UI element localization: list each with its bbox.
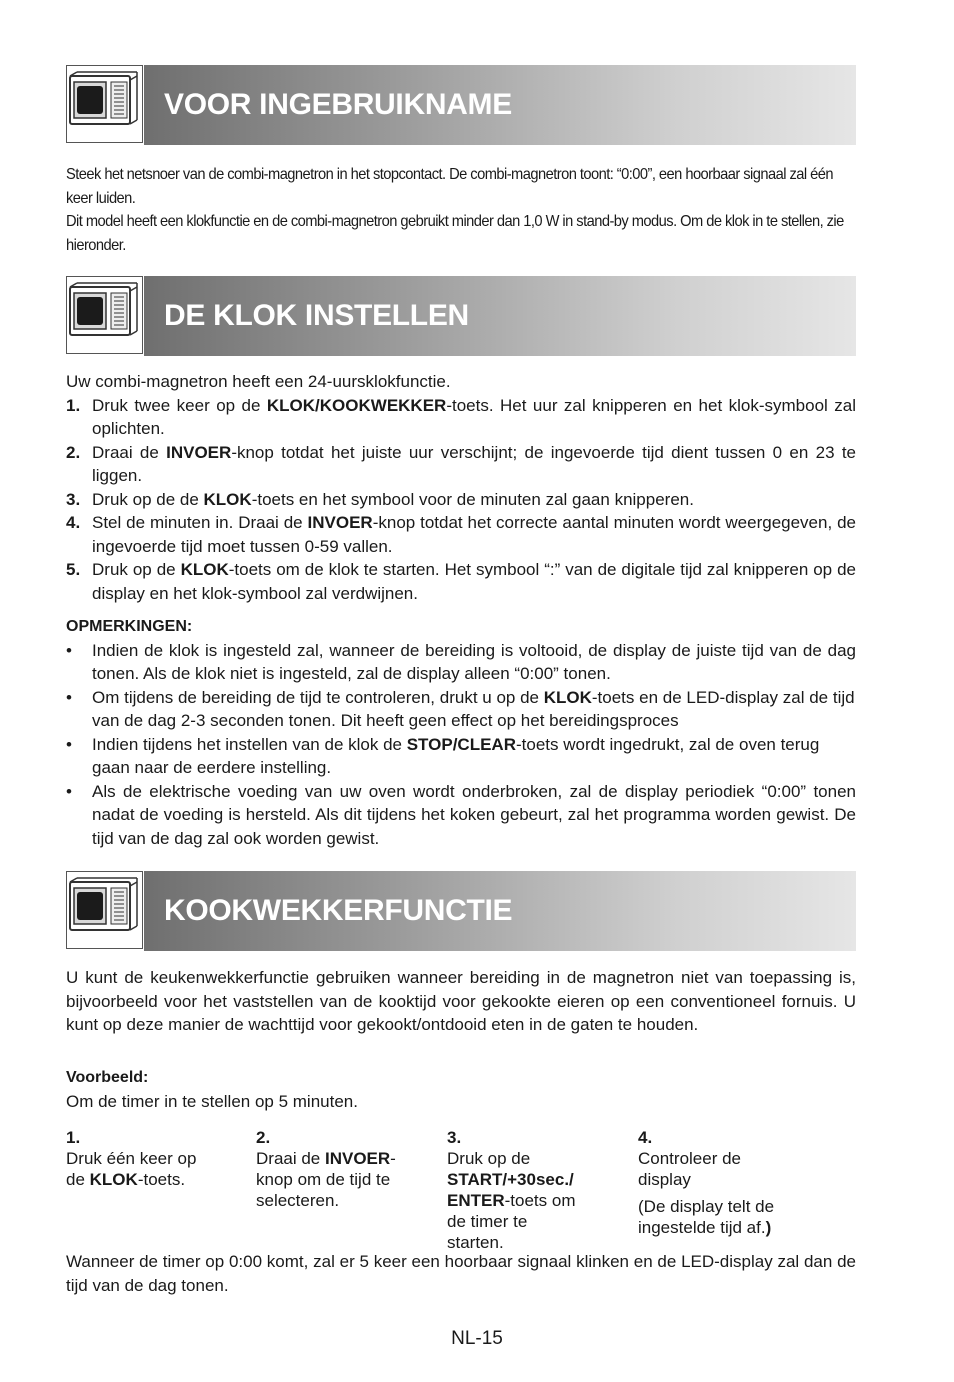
intro-text-1: Steek het netsnoer van de combi-magnetron in het stopcontact. De combi-magnetron toont: “0:00”, een hoorbaar signaal zal één keer luiden. [66,166,833,207]
list-item: 2. Draai de INVOER-knop totdat het juiste uur verschijnt; de ingevoerde tijd dient tussen 0 en 23 te liggen. [66,442,856,485]
timer-step-2: 2.Draai de INVOER-knop om de tijd te selecteren. [256,1128,396,1210]
clock-steps-list [66,394,856,606]
list-item: 3. Druk op de de KLOK-toets en het symbool voor de minuten zal gaan knipperen. [66,489,694,509]
timer-step-3: 3.Druk op de START/+30sec./ ENTER-toets om de timer te starten. [447,1128,576,1252]
page-number: NL-15 [451,1328,503,1349]
banner-bar [144,276,856,356]
list-item: • Als de elektrische voeding van uw oven wordt onderbroken, zal de display periodiek “0:00” tonen nadat de voeding is hersteld. Als dit tijdens het koken gebeurt, zal het programma worden gewist. De tijd van de dag zal ook worden gewist. [66,781,856,848]
section-banner-kookwekkerfunctie [66,871,856,951]
list-item: 1. Druk twee keer op de KLOK/KOOKWEKKER-toets. Het uur zal knipperen en het klok-symbool zal oplichten. [66,395,856,438]
notes-list [66,639,856,851]
list-item: 4. Stel de minuten in. Draai de INVOER-knop totdat het correcte aantal minuten wordt weergegeven, de ingevoerde tijd moet tussen 0-59 vallen. [66,513,856,556]
section-banner-de-klok-instellen [66,276,856,356]
list-item: • Indien de klok is ingesteld zal, wanneer de bereiding is voltooid, de display de juiste tijd van de dag tonen. Als de klok niet is ingesteld, zal de display alleen “0:00” tonen. [66,640,856,683]
clock-intro: Uw combi-magnetron heeft een 24-uursklokfunctie. [66,372,451,391]
microwave-icon [66,65,143,143]
list-item: 5. Druk op de KLOK-toets om de klok te starten. Het symbool “:” van de digitale tijd zal knipperen op de display en het klok-symbool zal verdwijnen. [66,560,856,603]
example-text: Om de timer in te stellen op 5 minuten. [66,1091,358,1111]
section-banner-voor-ingebruikname [66,65,856,145]
section-title: VOOR INGEBRUIKNAME [164,88,512,121]
list-item: • Om tijdens de bereiding de tijd te controleren, drukt u op de KLOK-toets en de LED-display zal de tijd van de dag 2-3 seconden tonen. Dit heeft geen effect op het bereidingsproces [66,687,855,730]
timer-steps [66,1127,856,1252]
microwave-icon [66,871,143,949]
example-heading: Voorbeeld: [66,1069,149,1086]
banner-bar [144,65,856,145]
intro-paragraph-1 [66,163,855,257]
notes-heading: OPMERKINGEN: [66,618,193,635]
clock-section-body [66,370,856,850]
example-block [66,1066,856,1113]
list-item: • Indien tijdens het instellen van de klok de STOP/CLEAR-toets wordt ingedrukt, zal de oven terug gaan naar de eerdere instelling. [66,734,820,777]
banner-bar [144,871,856,951]
section-title: KOOKWEKKERFUNCTIE [164,894,513,927]
intro-text-2: Dit model heeft een klokfunctie en de combi-magnetron gebruikt minder dan 1,0 W in stand-by modus. Om de klok in te stellen, zie hieronder. [66,213,844,254]
timer-step-4: 4.Controleer de display (De display telt de ingestelde tijd af.) [638,1128,775,1237]
timer-intro: U kunt de keukenwekkerfunctie gebruiken wanneer bereiding in de magnetron niet van toepassing is, bijvoorbeeld voor het vaststellen van de kooktijd voor gekookte eieren op een conventioneel fornuis. U kunt op deze manier de wachttijd voor gekookt/ontdooid eten in de gaten te houden. [66,968,856,1034]
timer-outro: Wanneer de timer op 0:00 komt, zal er 5 keer een hoorbaar signaal klinken en de LED-display zal dan de tijd van de dag tonen. [66,1252,856,1295]
microwave-icon [66,276,143,354]
section-title: DE KLOK INSTELLEN [164,299,469,332]
timer-step-1: 1.Druk één keer op de KLOK-toets. [66,1128,197,1189]
